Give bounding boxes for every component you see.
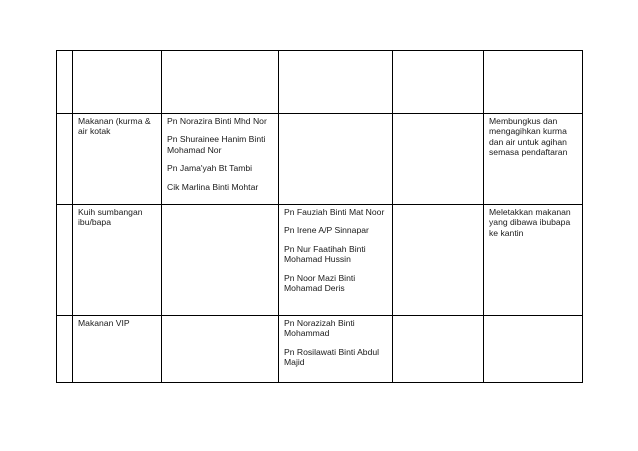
staff-name: Pn Irene A/P Sinnapar (284, 225, 369, 236)
staff-cell-b (279, 51, 393, 114)
duty-table (56, 50, 583, 383)
staff-cell-b (279, 114, 393, 205)
item-cell: Kuih sumbangan ibu/bapa (73, 205, 162, 316)
staff-cell-a (162, 205, 279, 316)
staff-name: Pn Shurainee Hanim Binti Mohamad Nor (167, 134, 266, 155)
table-row (57, 114, 583, 205)
staff-name: Pn Fauziah Binti Mat Noor (284, 207, 385, 217)
number-cell (57, 205, 73, 316)
staff-cell-b (279, 316, 393, 383)
staff-cell-b (279, 205, 393, 316)
task-cell: Meletakkan makanan yang dibawa ibubapa ke kantin (484, 205, 583, 316)
item-cell: Makanan VIP (73, 316, 162, 383)
staff-name: Pn Nur Faatihah Binti Mohamad Hussin (284, 243, 366, 265)
staff-name: Pn Jama'yah Bt Tambi (167, 163, 253, 174)
task-cell: Membungkus dan mengagihkan kurma dan air untuk agihan semasa pendaftaran (484, 114, 583, 205)
number-cell (57, 51, 73, 114)
number-cell (57, 114, 73, 205)
table-row (57, 205, 583, 316)
number-cell (57, 316, 73, 383)
staff-name: Pn Rosilawati Binti Abdul Majid (284, 346, 380, 368)
staff-name: Cik Marlina Binti Mohtar (167, 181, 259, 192)
staff-name: Pn Norazira Binti Mhd Nor (167, 116, 267, 126)
table-row (57, 51, 583, 114)
staff-name: Pn Noor Mazi Binti Mohamad Deris (284, 272, 356, 294)
staff-cell-a (162, 51, 279, 114)
staff-name: Pn Norazizah Binti Mohammad (284, 318, 355, 339)
staff-cell-a (162, 114, 279, 205)
extra-cell (393, 316, 484, 383)
staff-cell-a (162, 316, 279, 383)
extra-cell (393, 205, 484, 316)
item-cell (73, 51, 162, 114)
item-cell: Makanan (kurma & air kotak (73, 114, 162, 205)
task-cell (484, 51, 583, 114)
extra-cell (393, 114, 484, 205)
extra-cell (393, 51, 484, 114)
table-row (57, 316, 583, 383)
task-cell (484, 316, 583, 383)
